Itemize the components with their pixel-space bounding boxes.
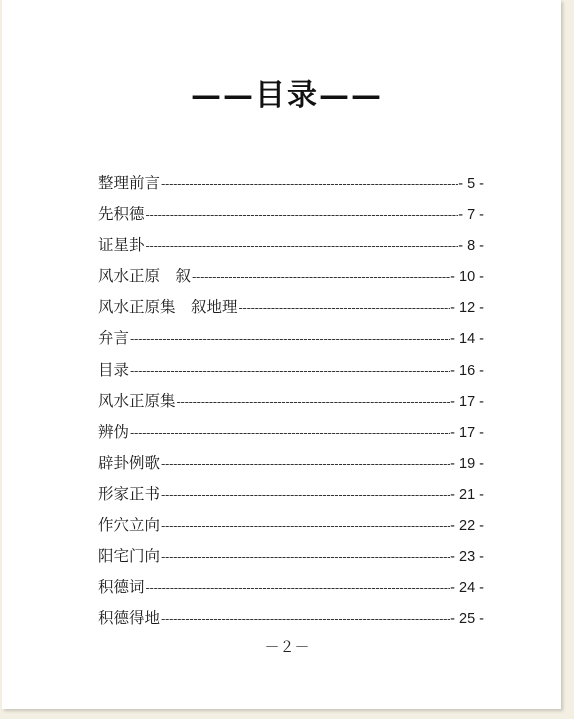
toc-entry-title: 形家正书 (98, 484, 161, 503)
toc-entry-title: 积德词 (98, 578, 145, 597)
toc-entry[interactable] (98, 261, 484, 292)
page-number: －２－ (264, 639, 310, 656)
toc-entry-page: - 10 - (450, 269, 484, 286)
toc-entry-title: 积德得地 (98, 609, 161, 628)
toc-entry[interactable] (98, 292, 484, 323)
page-title: ——目录—— (191, 78, 383, 113)
toc-entry-page: - 8 - (458, 238, 484, 255)
dot-leader (160, 169, 458, 200)
dot-leader (160, 480, 450, 511)
toc-entry-title: 辟卦例歌 (98, 453, 161, 472)
dot-leader (160, 449, 450, 480)
toc-entry-page: - 5 - (458, 176, 484, 192)
dot-leader (145, 200, 459, 231)
toc-entry-page: - 16 - (450, 362, 484, 379)
toc-entry-page: - 21 - (450, 486, 484, 503)
toc-entry[interactable] (98, 541, 484, 572)
toc-entry-title: 目录 (98, 360, 130, 379)
toc-entry-page: - 14 - (450, 331, 484, 348)
dot-leader (145, 231, 459, 262)
toc-entry[interactable] (98, 448, 484, 479)
toc-entry-title: 阳宅门向 (98, 547, 161, 566)
toc-entry-title: 风水正原集 叙地理 (98, 298, 238, 317)
toc-entry-title: 证星卦 (98, 236, 145, 255)
dot-leader (160, 604, 450, 635)
toc-entry[interactable] (98, 479, 484, 510)
toc-entry-title: 先积德 (98, 205, 145, 224)
toc-entry-page: - 17 - (450, 424, 484, 441)
toc-entry-page: - 12 - (450, 300, 484, 317)
toc-entry[interactable] (98, 510, 484, 541)
toc-entry-page: - 25 - (450, 611, 484, 628)
dot-leader (160, 542, 450, 573)
toc-entry[interactable] (98, 417, 484, 448)
dot-leader (176, 387, 451, 418)
toc-entry-page: - 7 - (458, 207, 484, 224)
toc-entry-page: - 17 - (450, 393, 484, 410)
toc-entry[interactable] (98, 355, 484, 386)
toc-entry-page: - 23 - (450, 549, 484, 566)
dot-leader (129, 324, 450, 355)
toc-entry[interactable] (98, 323, 484, 354)
toc-entry[interactable] (98, 572, 484, 603)
toc-entry[interactable] (98, 168, 484, 199)
toc-entry-title: 整理前言 (98, 174, 161, 192)
toc-entry-page: - 19 - (450, 455, 484, 472)
dot-leader (160, 511, 450, 542)
toc-entry-title: 风水正原 叙 (98, 267, 192, 286)
toc-entry-title: 风水正原集 (98, 391, 176, 410)
toc-entry[interactable] (98, 199, 484, 230)
toc-entry[interactable] (98, 230, 484, 261)
toc-entry-title: 辨伪 (98, 422, 130, 441)
toc-entry[interactable] (98, 603, 484, 634)
table-of-contents (98, 168, 484, 634)
dot-leader (129, 356, 450, 387)
dot-leader (191, 262, 450, 293)
dot-leader (129, 418, 450, 449)
toc-entry[interactable] (98, 386, 484, 417)
toc-entry-title: 作穴立向 (98, 516, 161, 535)
dot-leader (238, 293, 451, 324)
toc-entry-page: - 22 - (450, 518, 484, 535)
toc-entry-title: 弁言 (98, 329, 130, 348)
dot-leader (145, 573, 451, 604)
toc-entry-page: - 24 - (450, 580, 484, 597)
